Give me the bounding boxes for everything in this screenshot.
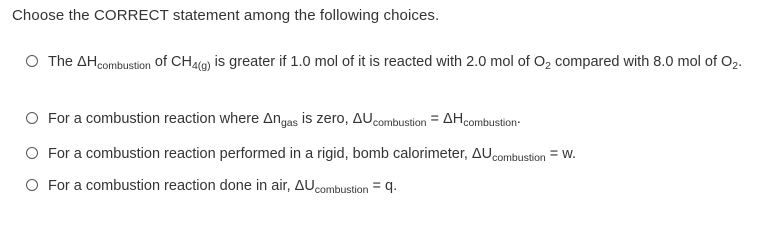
radio-button[interactable] [26, 55, 38, 67]
option-label: For a combustion reaction where $\Delta n_{gas}$ is zero, $\Delta U_{combustion} = \Delta H_{combustion}$. [48, 111, 521, 129]
option-label: For a combustion reaction done in air, $\Delta U_{combustion} = q$. [48, 178, 398, 196]
option-label: The $\Delta H_{combustion}$ of $CH_{4(g)}$ is greater if 1.0 mol of it is reacted with 2.0 mol of $O_2$ compared with 8.0 mol of $O_2$. [48, 54, 743, 72]
answer-option-3[interactable] [26, 144, 748, 164]
answer-option-1[interactable] [26, 52, 748, 72]
radio-button[interactable] [26, 112, 38, 124]
radio-button[interactable] [26, 147, 38, 159]
radio-button[interactable] [26, 179, 38, 191]
answer-option-4[interactable] [26, 176, 748, 196]
option-label: For a combustion reaction performed in a rigid, bomb calorimeter, $\Delta U_{combustion} = w$. [48, 146, 577, 164]
question-prompt: Choose the CORRECT statement among the following choices. [12, 7, 440, 24]
answer-option-2[interactable] [26, 109, 748, 129]
